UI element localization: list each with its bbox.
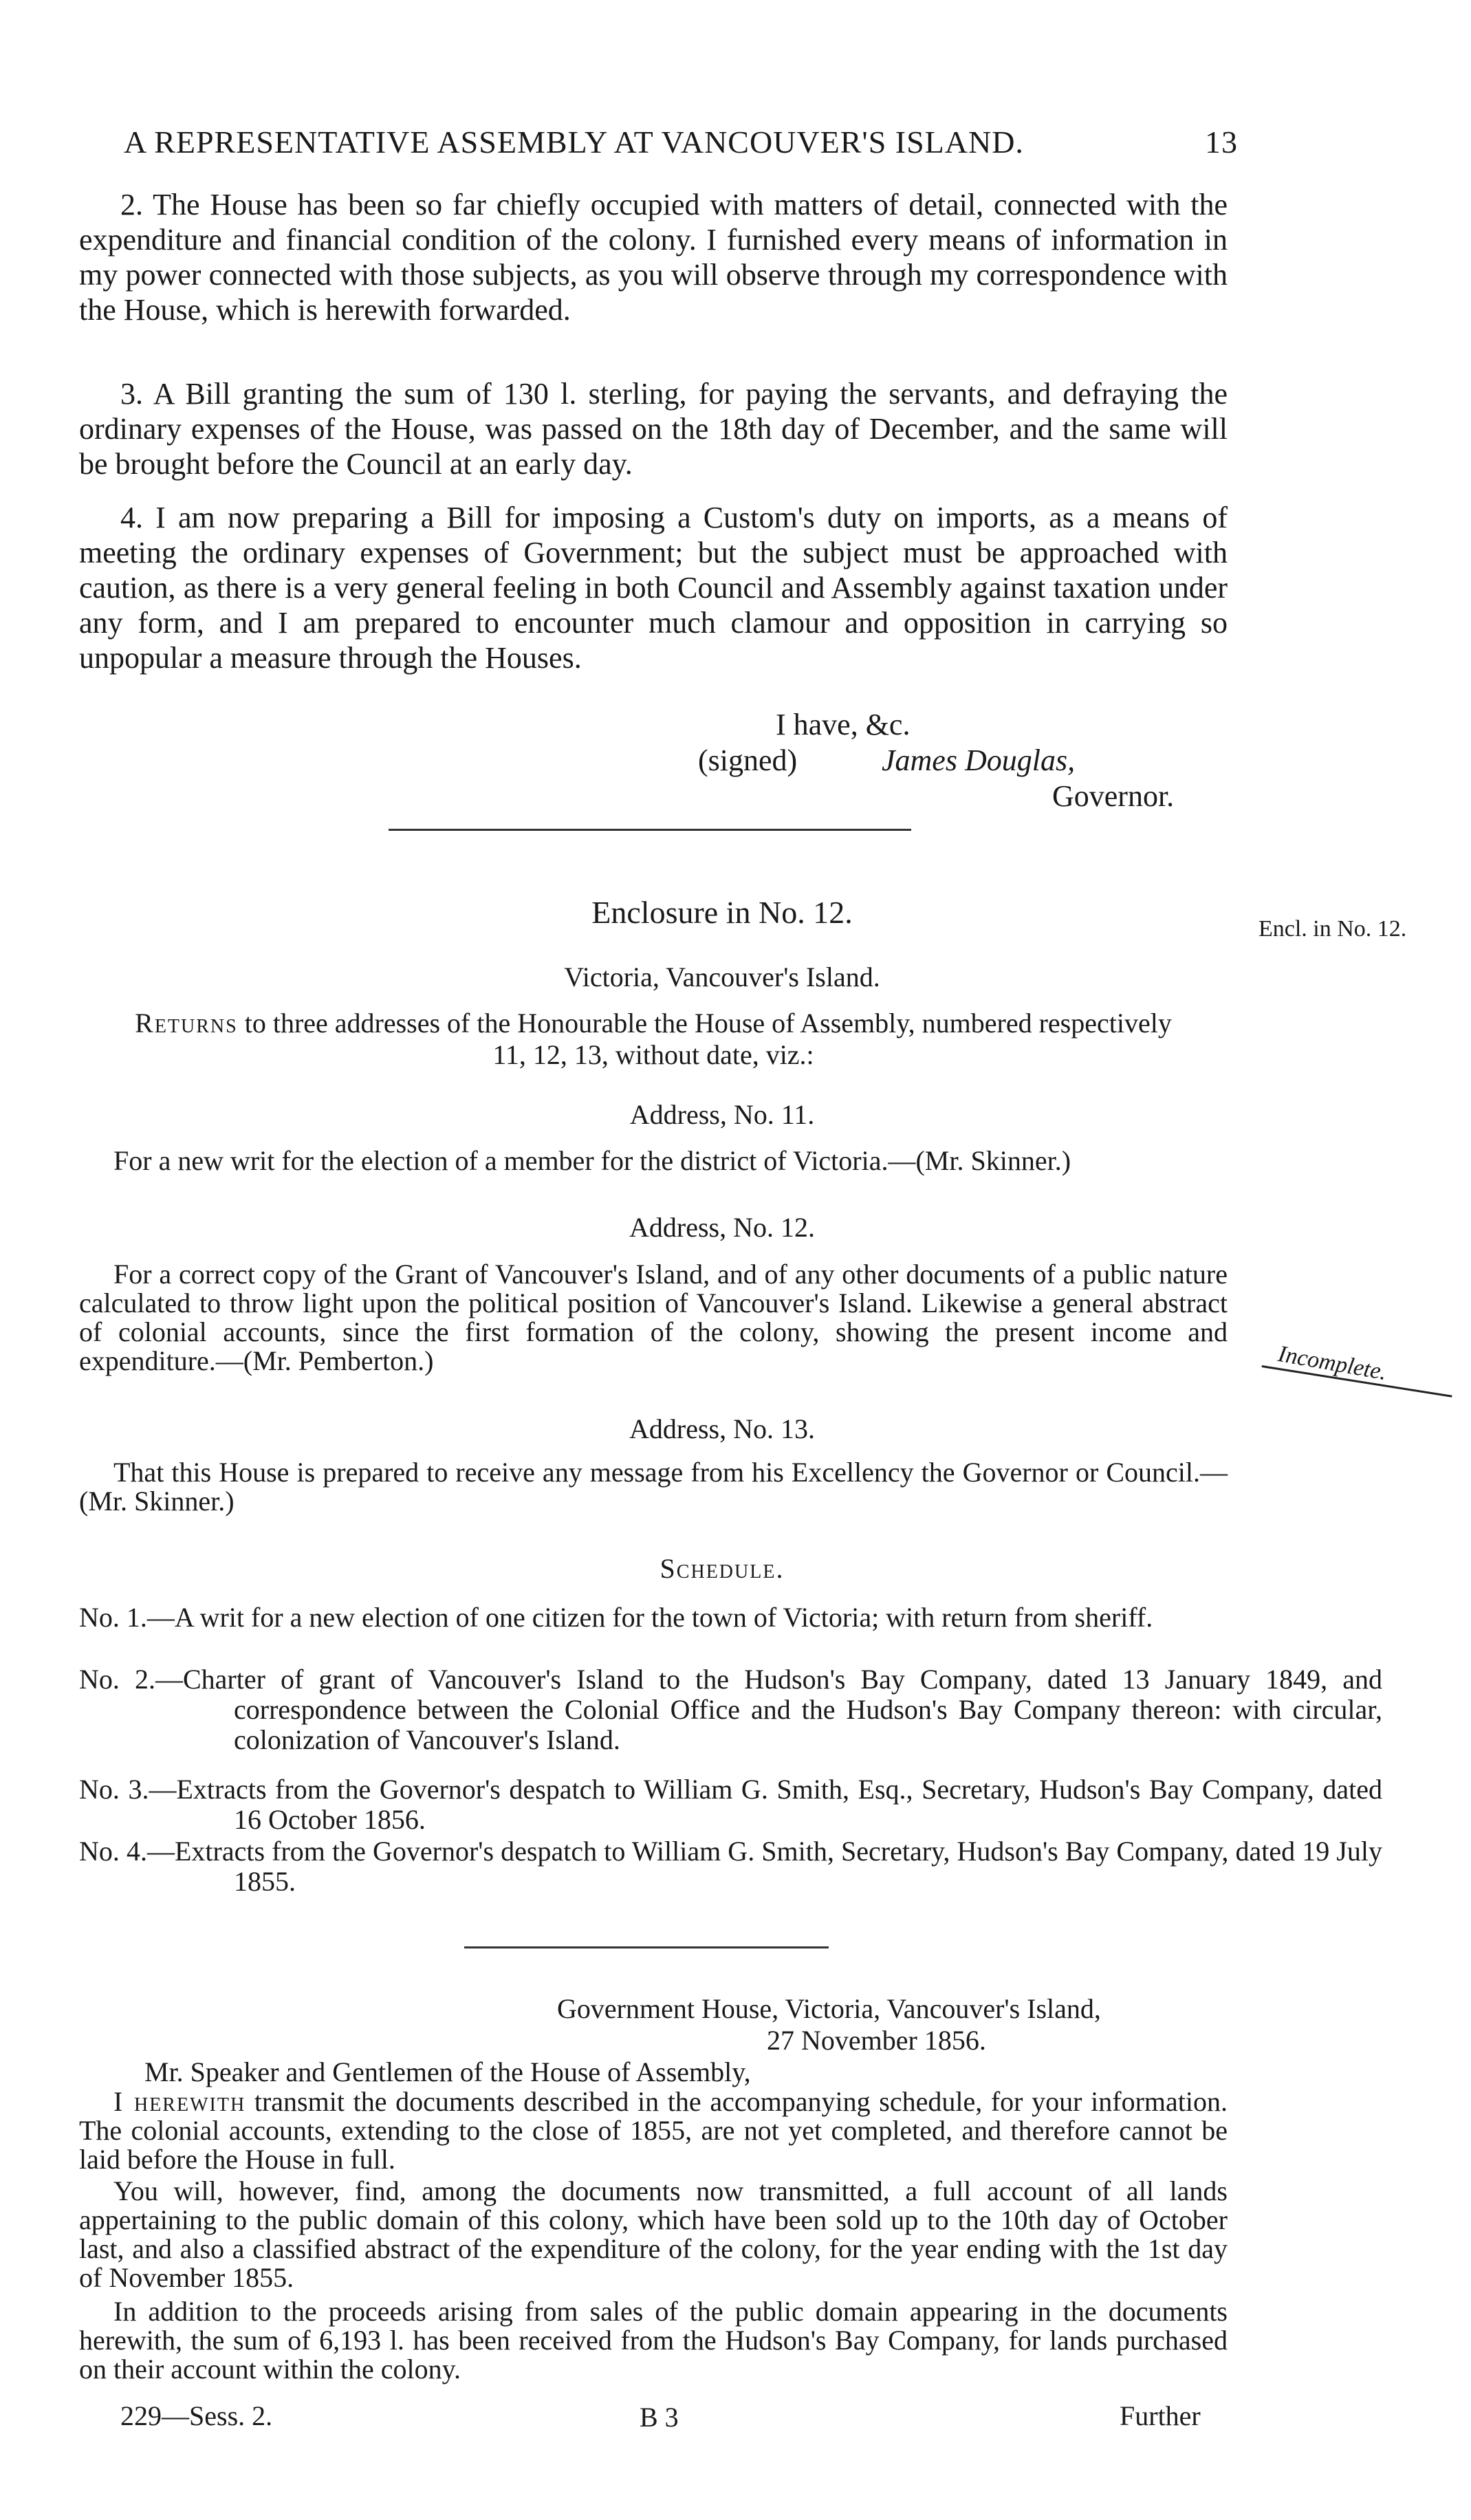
message-paragraph-2: You will, however, find, among the documents now transmitted, a full account of all lands appertaining to the public domain of this colony, which have been sold up to the 10th day of October last, and also a classified abstract of the expenditure of the colony, for the year ending with the 1st day of November 1855. bbox=[79, 2175, 1228, 2293]
incomplete-note: Incomplete. bbox=[1276, 1341, 1389, 1386]
letter-paragraph-3: 3. A Bill granting the sum of 130 l. sterling, for paying the servants, and defraying the ordinary expenses of the House, was passed on the 18th day of December, and the same will be brought before the Council at an early day. bbox=[79, 377, 1228, 481]
enclosure-heading: Enclosure in No. 12. bbox=[591, 895, 853, 930]
section-divider bbox=[389, 829, 911, 831]
schedule-item-3: No. 3.—Extracts from the Governor's despatch to William G. Smith, Esq., Secretary, Hudson's Bay Company, dated 16 October 1856. bbox=[79, 1774, 1382, 1835]
returns-word: Returns bbox=[135, 1008, 238, 1039]
footer-catchword: Further bbox=[1120, 2400, 1201, 2431]
message-salutation: Mr. Speaker and Gentlemen of the House of Assembly, bbox=[144, 2056, 751, 2087]
returns-text: to three addresses of the Honourable the House of Assembly, numbered respectively 11, 12, 13, without date, viz.: bbox=[244, 1008, 1172, 1070]
message-address-line2: 27 November 1856. bbox=[767, 2025, 986, 2056]
signed-label: (signed) bbox=[698, 743, 798, 777]
section-divider-2 bbox=[464, 1946, 829, 1948]
header-title: A REPRESENTATIVE ASSEMBLY AT VANCOUVER'S ISLAND. bbox=[124, 124, 1024, 160]
running-header bbox=[124, 124, 1238, 160]
footer-session: 229—Sess. 2. bbox=[120, 2400, 273, 2431]
footer-signature-mark: B 3 bbox=[640, 2402, 679, 2433]
signer-title: Governor. bbox=[1052, 779, 1175, 813]
schedule-heading: Schedule. bbox=[660, 1553, 785, 1584]
address-11-heading: Address, No. 11. bbox=[629, 1099, 815, 1130]
schedule-item-4: No. 4.—Extracts from the Governor's despatch to William G. Smith, Secretary, Hudson's Bay Company, dated 19 July 1855. bbox=[79, 1836, 1382, 1897]
letter-paragraph-4: 4. I am now preparing a Bill for imposing a Custom's duty on imports, as a means of meeting the ordinary expenses of Government; but the subject must be approached with caution, as there is a very general feeling in both Council and Assembly against taxation under any form, and I am prepared to encounter much clamour and opposition in carrying so unpopular a measure through the Houses. bbox=[79, 501, 1228, 675]
schedule-item-2: No. 2.—Charter of grant of Vancouver's Island to the Hudson's Bay Company, dated 13 January 1849, and correspondence between the Colonial Office and the Hudson's Bay Company thereon: with circular, colonization of Vancouver's Island. bbox=[79, 1664, 1382, 1755]
schedule-item-1: No. 1.—A writ for a new election of one citizen for the town of Victoria; with return from sheriff. bbox=[79, 1602, 1153, 1633]
address-13-heading: Address, No. 13. bbox=[629, 1413, 815, 1444]
letter-paragraph-2: 2. The House has been so far chiefly occupied with matters of detail, connected with the expenditure and financial condition of the colony. I furnished every means of information in my power connected with those subjects, as you will observe through my correspondence with the House, which is herewith forwarded. bbox=[79, 188, 1228, 327]
address-11-text: For a new writ for the election of a member for the district of Victoria.—(Mr. Skinner.) bbox=[113, 1145, 1071, 1176]
closing: I have, &c. bbox=[776, 708, 911, 741]
signer-name: James Douglas, bbox=[882, 743, 1076, 777]
message-paragraph-1-text: transmit the documents described in the accompanying schedule, for your information. The colonial accounts, extending to the close of 1855, are not yet completed, and therefore cannot be laid before the House in full. bbox=[79, 2086, 1228, 2175]
margin-note-enclosure: Encl. in No. 12. bbox=[1258, 916, 1407, 942]
address-12-text: For a correct copy of the Grant of Vancouver's Island, and of any other documents of a public nature calculated to throw light upon the political position of Vancouver's Island. Likewise a general abstract of colonial accounts, since the first formation of the colony, showing the present income and expenditure.—(Mr. Pemberton.) bbox=[79, 1259, 1228, 1376]
message-address-line1: Government House, Victoria, Vancouver's Island, bbox=[557, 1993, 1101, 2024]
message-paragraph-3: In addition to the proceeds arising from sales of the public domain appearing in the documents herewith, the sum of 6,193 l. has been received from the Hudson's Bay Company, for lands purchased on their account within the colony. bbox=[79, 2296, 1228, 2385]
address-12-heading: Address, No. 12. bbox=[629, 1212, 815, 1243]
herewith-word: I herewith bbox=[113, 2086, 246, 2117]
page-number: 13 bbox=[1205, 124, 1238, 160]
address-13-text: That this House is prepared to receive any message from his Excellency the Governor or Council.—(Mr. Skinner.) bbox=[79, 1457, 1228, 1517]
message-paragraph-1 bbox=[79, 2087, 1228, 2174]
enclosure-place: Victoria, Vancouver's Island. bbox=[564, 962, 880, 992]
returns-paragraph bbox=[127, 1008, 1179, 1071]
